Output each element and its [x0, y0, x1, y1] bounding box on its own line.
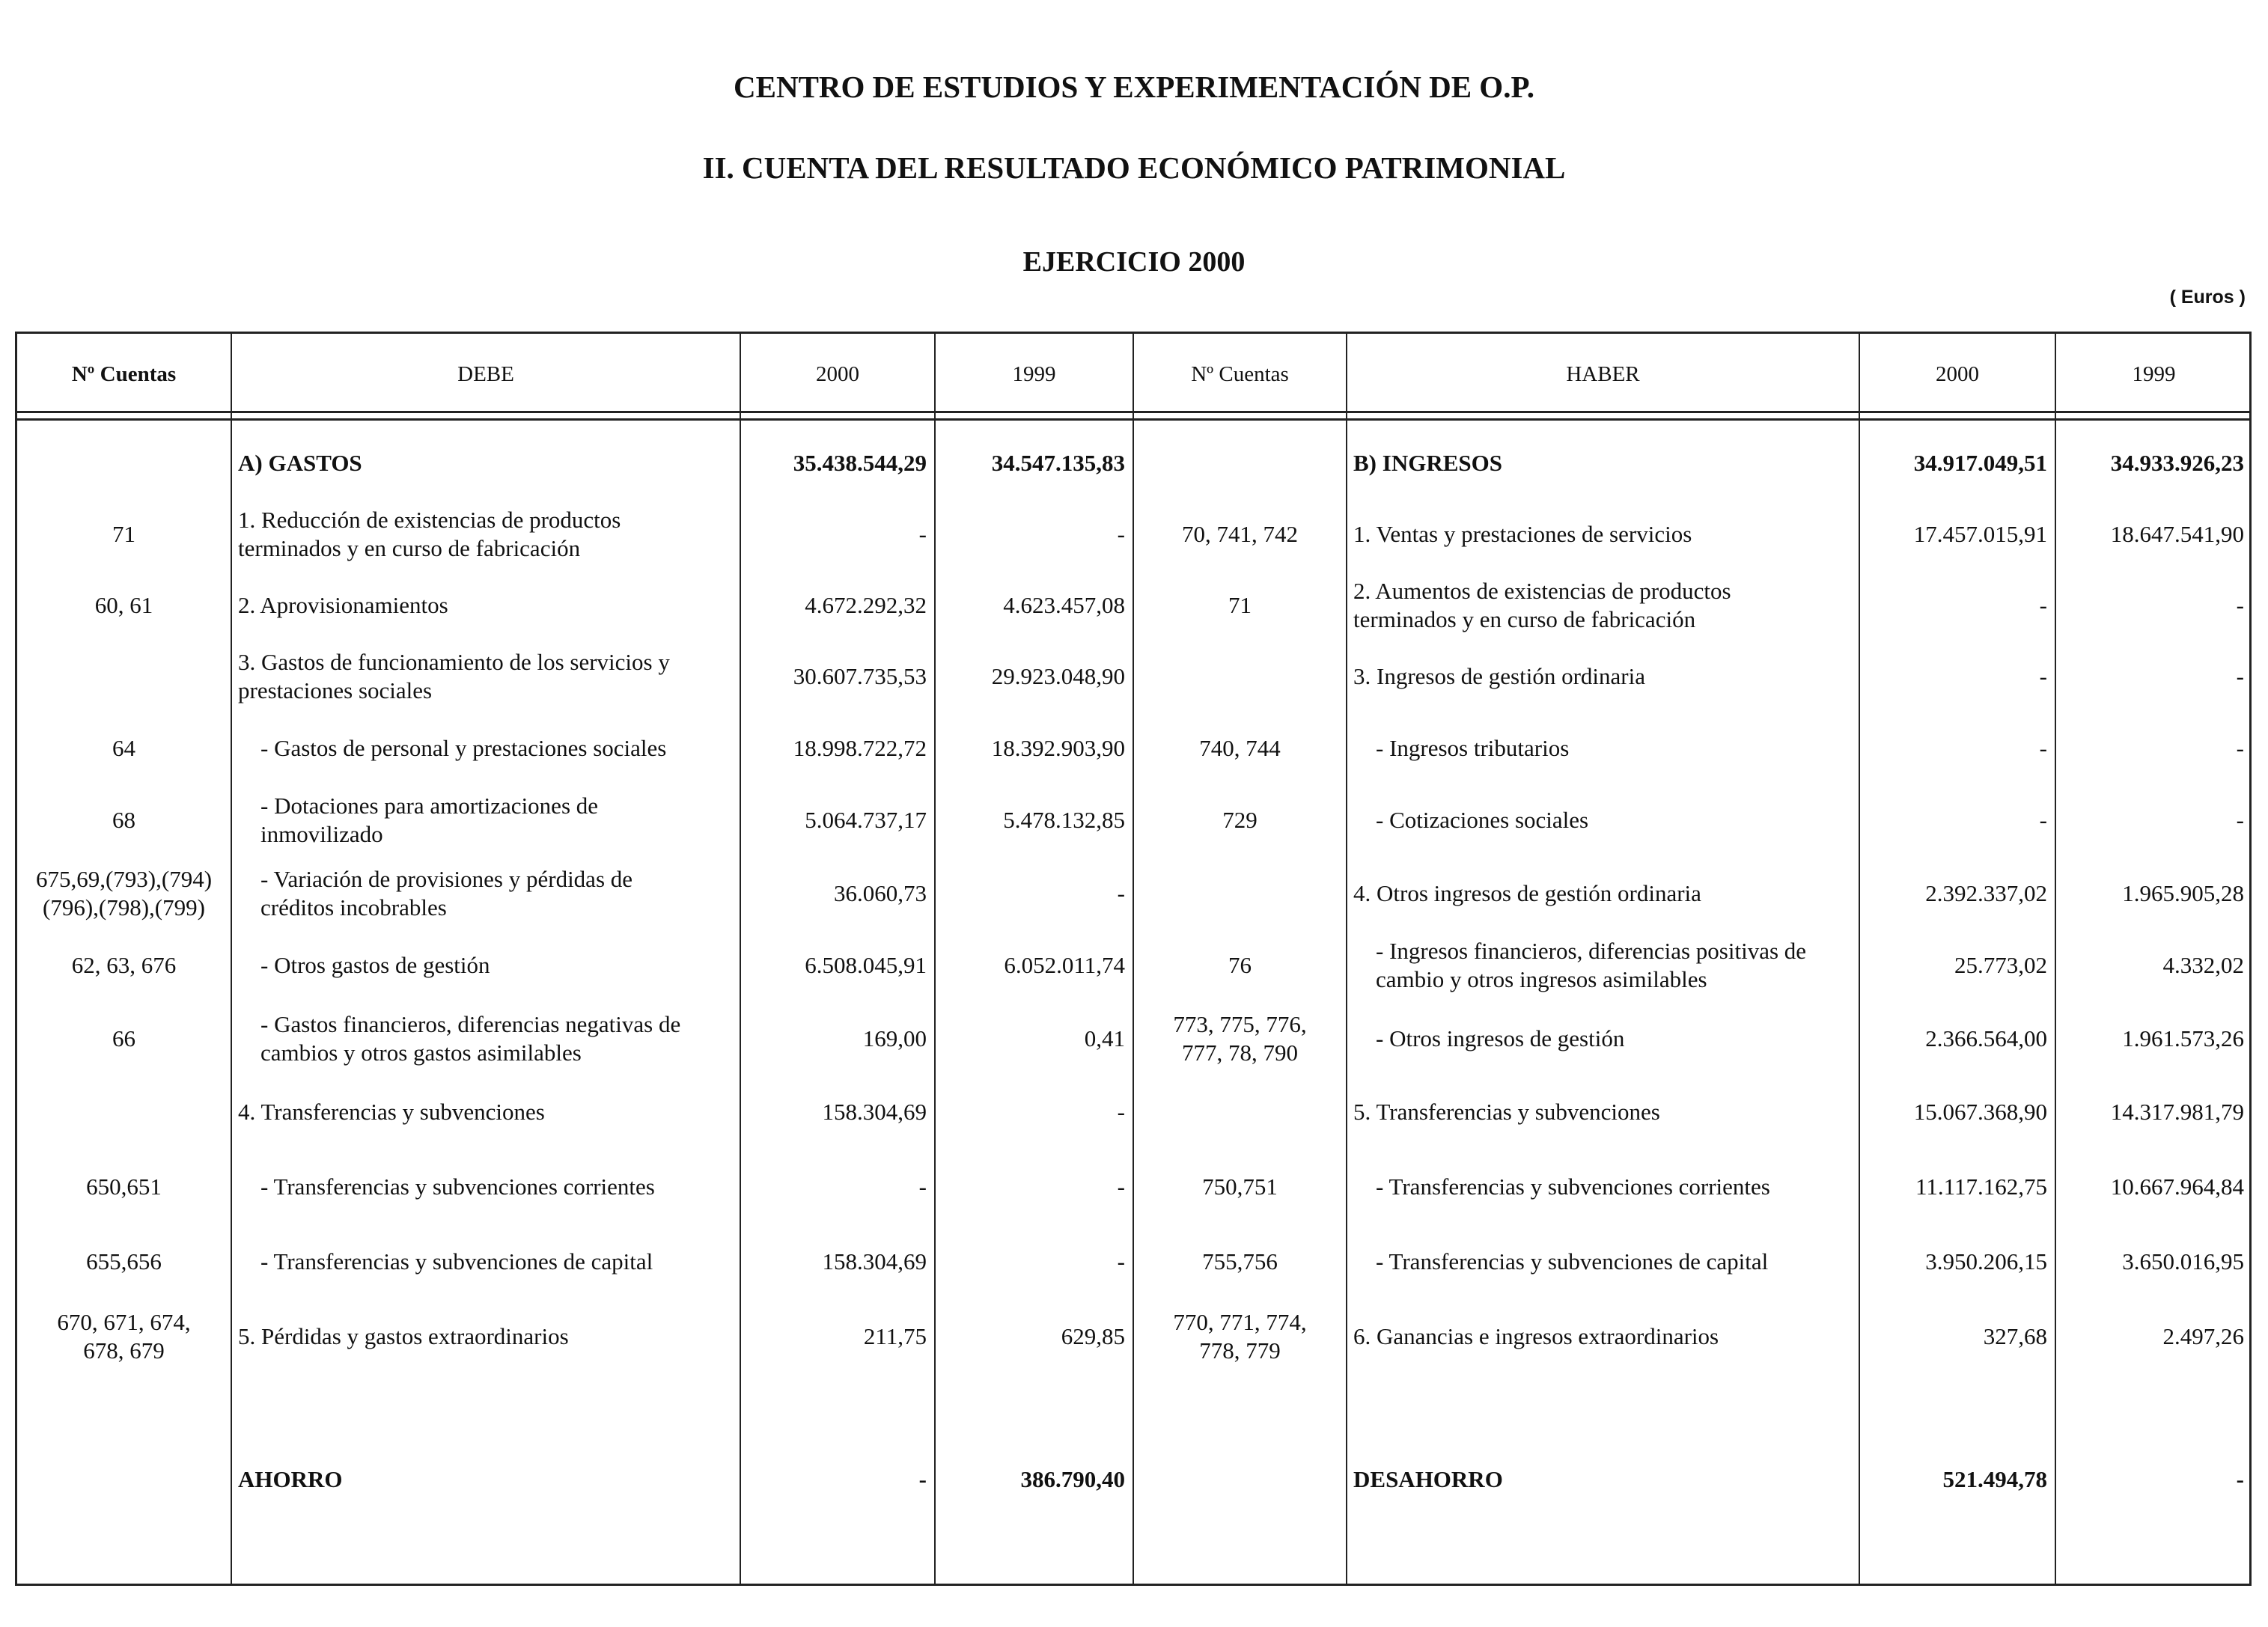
- haber-2000: -: [2039, 663, 2047, 690]
- table-row: [17, 430, 2254, 497]
- debe-2000: 4.672.292,32: [805, 592, 927, 619]
- debe-2000: 211,75: [863, 1323, 927, 1350]
- table-row: [17, 1226, 2254, 1298]
- haber-1999: 10.667.964,84: [2110, 1173, 2244, 1200]
- debe-1999: 386.790,40: [1020, 1466, 1125, 1493]
- haber-concept: 5. Transferencias y subvenciones: [1353, 1099, 1660, 1126]
- haber-account: [1134, 430, 1346, 497]
- header-haber: HABER: [1566, 361, 1640, 386]
- haber-2000: 521.494,78: [1942, 1466, 2047, 1493]
- debe-1999: 5.478.132,85: [1003, 807, 1125, 834]
- debe-2000: -: [918, 1173, 927, 1200]
- debe-2000: 6.508.045,91: [805, 952, 927, 979]
- haber-account: [1134, 1076, 1346, 1148]
- debe-account: [17, 639, 231, 714]
- haber-account: [1134, 1446, 1346, 1513]
- table-row: [17, 1148, 2254, 1226]
- haber-2000: -: [2039, 807, 2047, 834]
- haber-account: [1134, 639, 1346, 714]
- haber-1999: -: [2236, 1466, 2244, 1493]
- haber-2000: 327,68: [1983, 1323, 2047, 1350]
- debe-concept: A) GASTOS: [238, 450, 362, 477]
- haber-concept: - Transferencias y subvenciones de capital: [1376, 1248, 1769, 1275]
- haber-2000: 15.067.368,90: [1913, 1099, 2047, 1126]
- debe-concept: AHORRO: [238, 1466, 343, 1493]
- debe-2000: 158.304,69: [822, 1248, 927, 1275]
- organization-title: CENTRO DE ESTUDIOS Y EXPERIMENTACIÓN DE O.P.: [734, 70, 1534, 104]
- table-row: [17, 714, 2254, 783]
- debe-concept: - Transferencias y subvenciones de capital: [260, 1248, 653, 1275]
- debe-concept: - Transferencias y subvenciones corrientes: [260, 1173, 655, 1200]
- table-row: [17, 497, 2254, 572]
- debe-1999: 629,85: [1061, 1323, 1125, 1350]
- table-row: [17, 930, 2254, 1001]
- table-row: [17, 1076, 2254, 1148]
- debe-account: [17, 1076, 231, 1148]
- period-title: EJERCICIO 2000: [1022, 246, 1246, 278]
- table-row: [17, 783, 2254, 858]
- debe-account: 655,656: [86, 1248, 162, 1275]
- debe-2000: 35.438.544,29: [793, 450, 927, 477]
- debe-concept: - Variación de provisiones y pérdidas de créditos incobrables: [260, 866, 633, 921]
- debe-account: [17, 430, 231, 497]
- haber-concept: DESAHORRO: [1353, 1466, 1503, 1493]
- haber-2000: 34.917.049,51: [1913, 450, 2047, 477]
- debe-account: [17, 1446, 231, 1513]
- debe-2000: 30.607.735,53: [793, 663, 927, 690]
- haber-1999: 14.317.981,79: [2110, 1099, 2244, 1126]
- debe-account: 68: [112, 807, 135, 834]
- debe-account: 71: [112, 521, 135, 548]
- haber-account: [1134, 858, 1346, 930]
- haber-1999: -: [2236, 807, 2244, 834]
- debe-1999: -: [1117, 1173, 1125, 1200]
- haber-concept: - Otros ingresos de gestión: [1376, 1025, 1625, 1052]
- result-account-table: [15, 332, 2252, 1586]
- haber-2000: 11.117.162,75: [1915, 1173, 2047, 1200]
- header-debe-1999: 1999: [1012, 361, 1056, 386]
- debe-account: 66: [112, 1025, 135, 1052]
- table-row: [17, 639, 2254, 714]
- haber-1999: 1.961.573,26: [2122, 1025, 2244, 1052]
- haber-concept: - Cotizaciones sociales: [1376, 807, 1589, 834]
- header-debe-2000: 2000: [816, 361, 859, 386]
- debe-2000: 18.998.722,72: [793, 735, 927, 762]
- haber-concept: 2. Aumentos de existencias de productos terminados y en curso de fabricación: [1353, 578, 1731, 632]
- debe-1999: -: [1117, 521, 1125, 548]
- debe-1999: 4.623.457,08: [1003, 592, 1125, 619]
- debe-1999: 29.923.048,90: [991, 663, 1125, 690]
- debe-2000: -: [918, 1466, 927, 1493]
- header-haber-accounts: Nº Cuentas: [1191, 361, 1289, 386]
- debe-concept: 4. Transferencias y subvenciones: [238, 1099, 545, 1126]
- header-haber-1999: 1999: [2132, 361, 2176, 386]
- debe-concept: 3. Gastos de funcionamiento de los servicios y prestaciones sociales: [238, 649, 670, 703]
- debe-concept: - Gastos de personal y prestaciones sociales: [260, 735, 667, 762]
- table-row: [17, 572, 2254, 639]
- haber-account: 755,756: [1202, 1248, 1278, 1275]
- debe-1999: 18.392.903,90: [991, 735, 1125, 762]
- debe-1999: 34.547.135,83: [991, 450, 1125, 477]
- debe-1999: -: [1117, 880, 1125, 907]
- table-row: [17, 1001, 2254, 1076]
- debe-account: 675,69,(793),(794) (796),(798),(799): [35, 866, 213, 921]
- header-debe: DEBE: [457, 361, 514, 386]
- table-row: [17, 1298, 2254, 1376]
- debe-2000: 36.060,73: [834, 880, 927, 907]
- haber-concept: 4. Otros ingresos de gestión ordinaria: [1353, 880, 1701, 907]
- debe-account: 62, 63, 676: [71, 952, 177, 979]
- haber-1999: 1.965.905,28: [2122, 880, 2244, 907]
- haber-concept: 6. Ganancias e ingresos extraordinarios: [1353, 1323, 1719, 1350]
- haber-concept: 1. Ventas y prestaciones de servicios: [1353, 521, 1692, 548]
- haber-2000: 2.366.564,00: [1925, 1025, 2047, 1052]
- debe-1999: 6.052.011,74: [1004, 952, 1125, 979]
- header-haber-2000: 2000: [1936, 361, 1979, 386]
- haber-2000: -: [2039, 592, 2047, 619]
- haber-account: 740, 744: [1199, 735, 1281, 762]
- haber-concept: - Ingresos tributarios: [1376, 735, 1570, 762]
- haber-1999: 34.933.926,23: [2110, 450, 2244, 477]
- debe-account: 670, 671, 674, 678, 679: [57, 1309, 191, 1364]
- haber-1999: 18.647.541,90: [2110, 521, 2244, 548]
- debe-concept: - Gastos financieros, diferencias negativas de cambios y otros gastos asimilables: [260, 1011, 681, 1066]
- haber-account: 71: [1228, 592, 1252, 619]
- haber-concept: - Ingresos financieros, diferencias positivas de cambio y otros ingresos asimilables: [1376, 938, 1807, 992]
- debe-account: 650,651: [86, 1173, 162, 1200]
- haber-2000: 2.392.337,02: [1925, 880, 2047, 907]
- haber-2000: 25.773,02: [1954, 952, 2047, 979]
- debe-concept: 5. Pérdidas y gastos extraordinarios: [238, 1323, 569, 1350]
- haber-account: 729: [1222, 807, 1258, 834]
- statement-title: II. CUENTA DEL RESULTADO ECONÓMICO PATRIMONIAL: [702, 150, 1566, 185]
- haber-2000: 3.950.206,15: [1925, 1248, 2047, 1275]
- haber-account: 773, 775, 776, 777, 78, 790: [1173, 1011, 1307, 1066]
- debe-2000: 5.064.737,17: [805, 807, 927, 834]
- header-rule: [17, 418, 2249, 421]
- debe-1999: 0,41: [1084, 1025, 1125, 1052]
- table-row: [17, 1446, 2254, 1513]
- haber-account: 76: [1228, 952, 1252, 979]
- haber-concept: - Transferencias y subvenciones corrientes: [1376, 1173, 1770, 1200]
- debe-account: 60, 61: [94, 592, 153, 619]
- debe-concept: 2. Aprovisionamientos: [238, 592, 448, 619]
- haber-1999: -: [2236, 735, 2244, 762]
- haber-1999: -: [2236, 592, 2244, 619]
- currency-units: ( Euros ): [2169, 287, 2246, 308]
- haber-1999: -: [2236, 663, 2244, 690]
- haber-concept: 3. Ingresos de gestión ordinaria: [1353, 663, 1645, 690]
- debe-2000: 169,00: [862, 1025, 927, 1052]
- haber-2000: 17.457.015,91: [1913, 521, 2047, 548]
- debe-2000: -: [918, 521, 927, 548]
- haber-account: 770, 771, 774, 778, 779: [1173, 1309, 1307, 1364]
- debe-1999: -: [1117, 1248, 1125, 1275]
- haber-concept: B) INGRESOS: [1353, 450, 1502, 477]
- debe-concept: - Otros gastos de gestión: [260, 952, 490, 979]
- haber-1999: 4.332,02: [2162, 952, 2244, 979]
- haber-1999: 2.497,26: [2162, 1323, 2244, 1350]
- debe-2000: 158.304,69: [822, 1099, 927, 1126]
- table-row: [17, 858, 2254, 930]
- haber-account: 70, 741, 742: [1182, 521, 1298, 548]
- debe-concept: - Dotaciones para amortizaciones de inmovilizado: [260, 793, 599, 847]
- haber-1999: 3.650.016,95: [2122, 1248, 2244, 1275]
- debe-account: 64: [112, 735, 135, 762]
- haber-account: 750,751: [1202, 1173, 1278, 1200]
- header-debe-accounts: Nº Cuentas: [71, 361, 177, 386]
- debe-concept: 1. Reducción de existencias de productos terminados y en curso de fabricación: [238, 507, 621, 561]
- debe-1999: -: [1117, 1099, 1125, 1126]
- haber-2000: -: [2039, 735, 2047, 762]
